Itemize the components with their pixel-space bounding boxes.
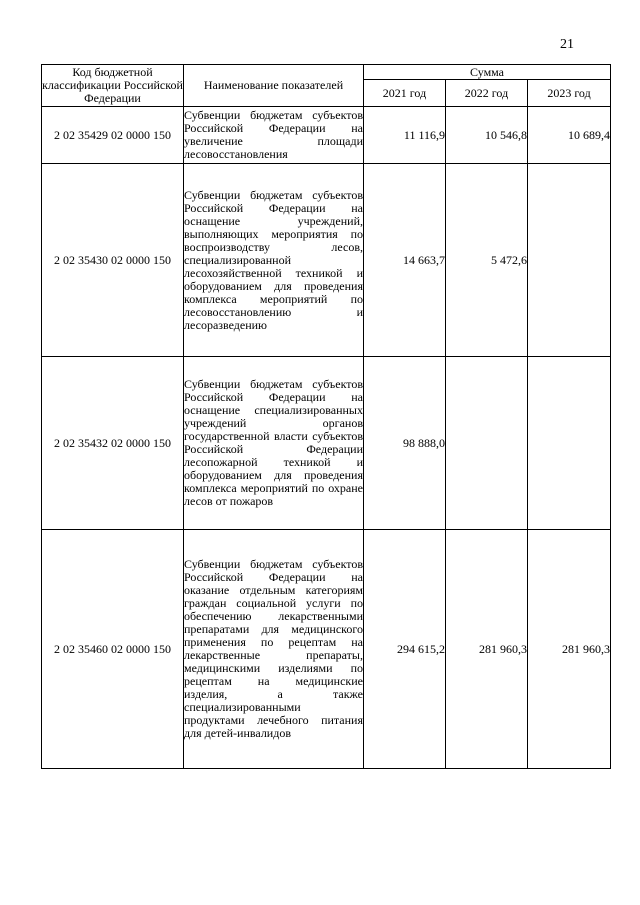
header-year-2021: 2021 год — [364, 80, 446, 107]
budget-table — [41, 64, 611, 769]
row-value-2021: 14 663,7 — [364, 164, 446, 357]
row-code: 2 02 35430 02 0000 150 — [42, 164, 184, 357]
header-year-2023: 2023 год — [528, 80, 611, 107]
row-code: 2 02 35429 02 0000 150 — [42, 107, 184, 164]
table-row — [42, 357, 611, 530]
row-value-2022 — [446, 357, 528, 530]
row-value-2023: 281 960,3 — [528, 530, 611, 769]
row-value-2023 — [528, 357, 611, 530]
row-value-2021: 98 888,0 — [364, 357, 446, 530]
row-name: Субвенции бюджетам субъектов Российской Федерации на оснащение специализированных учреждений органов государственной власти субъектов Российской Федерации лесопожарной техникой и оборудованием для проведения комплекса мероприятий по охране лесов от пожаров — [184, 357, 364, 530]
page-number: 21 — [560, 37, 574, 52]
row-value-2023: 10 689,4 — [528, 107, 611, 164]
header-row — [42, 65, 611, 80]
row-value-2022: 5 472,6 — [446, 164, 528, 357]
row-value-2022: 10 546,8 — [446, 107, 528, 164]
row-code: 2 02 35432 02 0000 150 — [42, 357, 184, 530]
row-value-2021: 294 615,2 — [364, 530, 446, 769]
row-name: Субвенции бюджетам субъектов Российской Федерации на оснащение учреждений, выполняющих мероприятия по воспроизводству лесов, специализированной лесохозяйственной техникой и оборудованием для проведения комплекса мероприятий по лесовосстановлению и лесоразведению — [184, 164, 364, 357]
row-name: Субвенции бюджетам субъектов Российской Федерации на оказание отдельным категориям граждан социальной услуги по обеспечению лекарственными препаратами для медицинского применения по рецептам на лекарственные препараты, медицинскими изделиями по рецептам на медицинские изделия, а также специализированными продуктами лечебного питания для детей-инвалидов — [184, 530, 364, 769]
row-value-2023 — [528, 164, 611, 357]
table-row — [42, 530, 611, 769]
header-year-2022: 2022 год — [446, 80, 528, 107]
header-code: Код бюджетной классификации Российской Федерации — [42, 65, 183, 105]
table-row — [42, 107, 611, 164]
header-name: Наименование показателей — [184, 65, 364, 107]
row-code: 2 02 35460 02 0000 150 — [42, 530, 184, 769]
header-sum: Сумма — [364, 65, 611, 80]
row-value-2021: 11 116,9 — [364, 107, 446, 164]
row-value-2022: 281 960,3 — [446, 530, 528, 769]
table-row — [42, 164, 611, 357]
row-name: Субвенции бюджетам субъектов Российской Федерации на увеличение площади лесовосстановления — [184, 107, 364, 164]
